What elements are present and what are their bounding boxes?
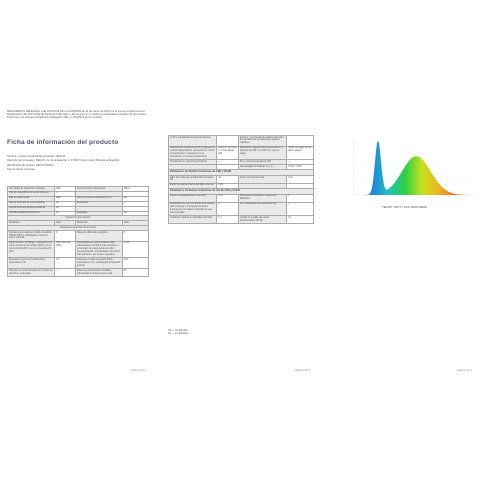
table-cell: Si sí, potencia equivalente (W) (238, 160, 286, 165)
table-cell: Declaración de que una fuente luminosa de LED sustituye a una fuente luminosa fluorescente sin balasto integrado de una potencia dada (169, 202, 217, 216)
table-cell: 680 in Es-fera (360°) (54, 241, 75, 258)
legend (168, 329, 188, 336)
table-row (8, 231, 149, 242)
table-row (169, 216, 314, 224)
table-row (169, 146, 314, 160)
page-number: Página 2 de 3 (295, 369, 310, 372)
table-cell (287, 136, 314, 147)
table-cell: Clase de eficiencia energética (75, 231, 122, 242)
table-cell: Véase la imagen en la última página (287, 146, 314, 160)
table-cell: Factor de supervivencia (238, 176, 286, 184)
table-cell: Declaración de potencia equivalente (169, 160, 217, 165)
table-cell: Si sí, declaración de sustitución (W) (238, 202, 286, 216)
table-row (8, 258, 149, 269)
meta-line: Dirección del proveedor: DECOS, Av. de la Estación 1, 3º 08470 Sant Celoni, Barcelona (España) (7, 159, 120, 163)
table-cell: 0,346 / 0,359 (287, 165, 314, 170)
product-table (7, 186, 149, 277)
regulation-intro: REGLAMENTO DELEGADO (UE) 2019/2015 DE LA COMISIÓN de 11 de marzo de 2019 por el que se complementa el Reglamento (UE) 2017/1369 del Parlamento Europeo y del Consejo en lo relativo al etiquetado energético de las fuentes luminosas y se deroga el Reglamento Delegado (UE) n.o 874/2012 de la Comisión (7, 110, 146, 120)
param-col-header: Parámetro (8, 221, 55, 226)
table-cell: 0,56 (217, 194, 239, 202)
table-cell: Regulable (75, 211, 122, 216)
table-cell: Unidad de medida del efecto estroboscópico (SVM) (238, 216, 286, 224)
table-cell: Potencia en modo de espera (Psb), expresada en W y redondeada al segundo decimal (75, 258, 122, 269)
table-cell (217, 136, 239, 147)
page-number: Página 3 de 3 (457, 369, 472, 372)
table-cell: No (54, 201, 75, 206)
table-cell: Temperatura de color correlacionada, redondeada a los 100 K más próximos, o el intervalo de temperaturas de color correlacionadas, redondeadas a los 100 K más próximos, que pueden regularse (75, 241, 122, 258)
section-led: Parámetros de fuentes luminosas de LED y OLED (169, 170, 314, 176)
table-cell: Potencia en modo de espera en red (Pnet) para FLC, expresada (8, 269, 55, 277)
table-cell: Coordenadas cromáticas (x e y) (238, 165, 286, 170)
table-cell: Potencia en modo encendido (Pon), expresada en W (8, 258, 55, 269)
section-mains: Parámetros de fuentes luminosas de red de LED y OLED (169, 188, 314, 194)
product-table-cont (168, 135, 314, 224)
meta-line: Nombre o marca comercial del proveedor: DECOS (7, 155, 66, 158)
table-cell: Tecnología de iluminación utilizada (8, 187, 55, 192)
table-cell: 6,0 (54, 258, 75, 269)
spectrum-chart (340, 137, 476, 197)
page-number: Página 1 de 3 (131, 369, 146, 372)
table-cell: Índice de reproducción cromática, redondeado al número entero más (75, 269, 122, 277)
table-cell: Factor de desplazamiento (cos φ1) (169, 194, 217, 202)
params-header: Parámetros del producto (8, 216, 149, 221)
table-cell: Envolvente (75, 201, 122, 206)
supplier-meta (7, 155, 149, 173)
spectrum-curve (354, 141, 474, 195)
table-cell: Fuente luminosa conectada (FLC) (75, 196, 122, 201)
table-cell: — (54, 269, 75, 277)
table-cell: 0,00 (122, 258, 148, 269)
table-cell: Pantalla antideslumbramiento (8, 211, 55, 216)
table-cell: — (54, 191, 75, 196)
table-cell: Unidad de medida del parpadeo (Pst LM) (169, 216, 217, 224)
param-col-header: Valor (54, 221, 75, 226)
table-cell: F (122, 231, 148, 242)
table-cell: No (122, 196, 148, 201)
table-cell: 1,00 (287, 176, 314, 184)
table-cell: Red de alimentación (8, 196, 55, 201)
table-cell: Coherencia cromática en elipses de MacAdam (238, 194, 286, 202)
table-cell: en W y redondeada al segundo decimal (169, 136, 217, 147)
table-cell: — (217, 202, 239, 216)
table-cell: Factor de mantenimiento del flujo luminoso (169, 183, 217, 188)
legend-item: NA — no aplicable (168, 332, 188, 336)
table-cell: Fuente luminosa de alta luminancia (8, 206, 55, 211)
table-cell: — (287, 160, 314, 165)
table-cell: 6 (54, 231, 75, 242)
table-cell: LED (54, 187, 75, 192)
table-cell: Valor del índice de reproducción cromática R9 (169, 176, 217, 184)
table-cell: RED (54, 196, 75, 201)
table-cell: 5 (287, 194, 314, 202)
table-cell: Consumo de energía en modo encendido (kWh/1 000 h), redondeado al número entero superior (8, 231, 55, 242)
table-cell: 0,96 (217, 183, 239, 188)
page-title: Ficha de información del producto (7, 139, 119, 146)
legend-item: NS — no aplicable (168, 329, 188, 332)
document-page-1 (4, 108, 152, 374)
table-cell: NDLS (122, 187, 148, 192)
table-cell: — (287, 202, 314, 216)
table-cell: 0,4 (217, 216, 239, 224)
table-cell: No direccional o direccional (75, 187, 122, 192)
table-row (169, 136, 314, 147)
table-cell: Tipo de casquillo de la fuente luminosa (8, 191, 55, 196)
table-cell: 5 000 (122, 241, 148, 258)
document-page-2 (160, 133, 316, 374)
table-row (169, 202, 314, 216)
table-row (8, 241, 149, 258)
spectrum-caption: TECAP / 5077 / CCK 5000 5000K (382, 205, 427, 209)
param-col-header: Parámetro (75, 221, 122, 226)
meta-line: Tipo de fuente luminosa: (7, 168, 36, 172)
table-cell: No (54, 211, 75, 216)
document-page-3 (322, 133, 478, 374)
table-row (8, 269, 149, 277)
table-row (169, 194, 314, 202)
param-col-header: Valor (122, 221, 148, 226)
table-cell: — (217, 160, 239, 165)
table-cell: Flujo luminoso útil (Φuse), indicando si se refiere al flujo en una esfera (360°), en un cono ancho (120°) o en un cono estrecho (90°) (8, 241, 55, 258)
general-header: Parámetros generales del producto (8, 226, 149, 231)
table-cell: No (122, 211, 148, 216)
table-cell: — (122, 201, 148, 206)
table-cell: Distribución espectral de la potencia en el intervalo de 250 nm a 800 nm, a plena carga (238, 146, 286, 160)
meta-line: Identificador del modelo: DECOS-5000K (7, 163, 54, 167)
table-row (169, 176, 314, 184)
table-cell: próximo, o el intervalo de valores del índice de reproducción cromática que pueden regularse (238, 136, 286, 147)
table-cell: 25 (217, 176, 239, 184)
table-cell: Dimensiones exteriores sin un engranaje de control independiente, elementos de control de iluminación y elementos no de iluminación, en su caso (milímetros) (170, 147, 215, 158)
table-cell: 0,4 (287, 216, 314, 224)
table-cell: 81 (122, 269, 148, 277)
table-cell: Fuente luminosa de color ajustable (8, 201, 55, 206)
table-cell: No (54, 206, 75, 211)
table-cell: Altura 4 / Anchura 4 / Profundidad 300 (217, 146, 239, 160)
